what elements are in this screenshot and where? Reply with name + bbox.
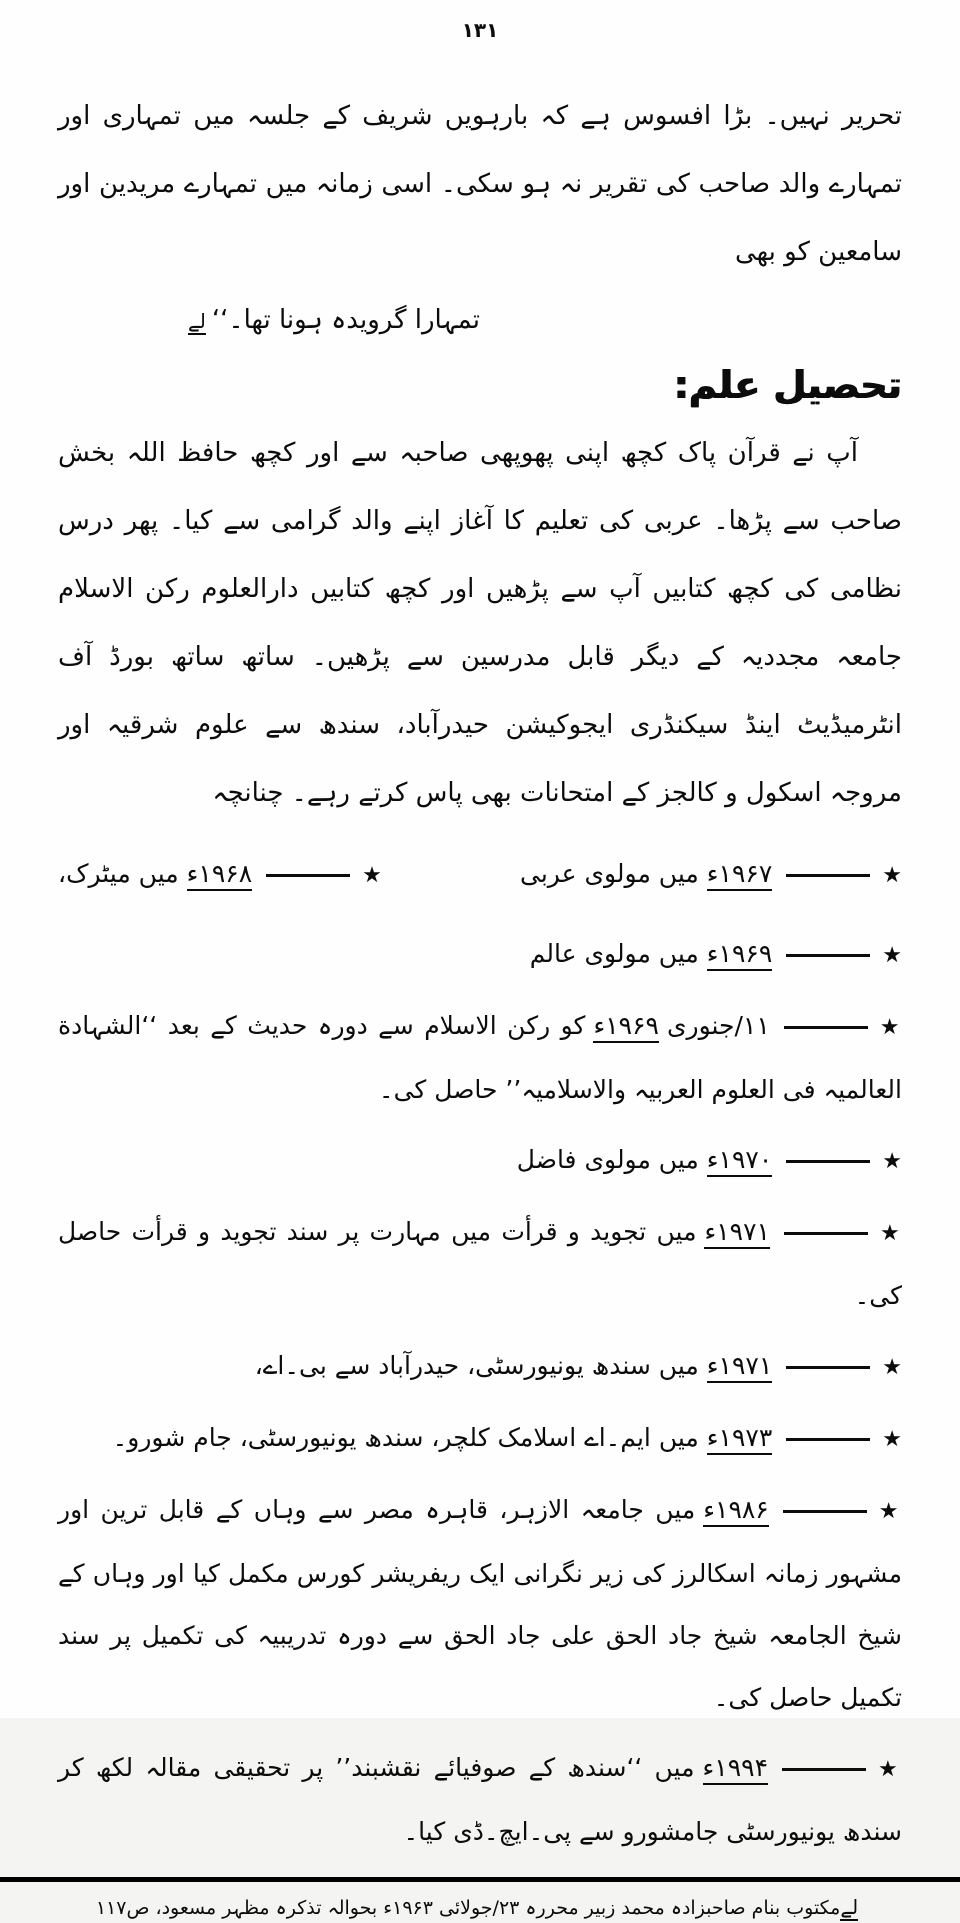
dash-line <box>786 954 870 957</box>
opening-paragraph-text: تحریر نہیں۔ بڑا افسوس ہے کہ بارہویں شریف کے جلسہ میں تمہاری اور تمہارے والد صاحب کی تقریر نہ ہو سکی۔ اسی زمانہ میں تمہارے مریدین اور سامعین کو بھی <box>58 101 902 267</box>
list-item <box>58 843 382 907</box>
list-item <box>58 1407 902 1471</box>
footnote-section <box>0 1877 960 1923</box>
item-date: ۱۱/جنوری <box>666 1011 770 1040</box>
dash-line <box>786 1366 870 1369</box>
opening-paragraph <box>58 82 902 286</box>
item-text: میں ‘‘سندھ کے صوفیائے نقشبند’’ پر تحقیقی مقالہ لکھ کر سندھ یونیورسٹی جامشورو سے پی۔ایچ۔ڈی کیا۔ <box>58 1753 902 1846</box>
dash-line <box>784 1026 868 1029</box>
item-text: میں جامعہ الازہر، قاہرہ مصر سے وہاں کے قابل ترین اور مشہور زمانہ اسکالرز کی زیر نگرانی ایک ریفریشر کورس مکمل کیا اور وہاں کے شیخ الجامعہ شیخ جاد الحق علی جاد الحق سے دورہ تدریبیہ کی تکمیل پر سند تکمیل حاصل کی۔ <box>58 1495 902 1712</box>
list-item <box>58 995 902 1121</box>
list-item <box>58 1201 902 1327</box>
qualifications-list <box>58 843 902 1863</box>
list-row-dual <box>58 843 902 915</box>
item-year: ۱۹۶۷ء <box>707 859 772 891</box>
item-year: ۱۹۷۳ء <box>707 1423 772 1455</box>
quote-end-text: تمہارا گرویدہ ہونا تھا۔‘‘ <box>211 305 480 335</box>
dash-line <box>786 874 870 877</box>
section-heading-tahsil-ilm: تحصیل علم: <box>673 363 902 407</box>
item-year: ۱۹۷۱ء <box>707 1351 772 1383</box>
star-bullet-icon: ★ <box>362 863 382 888</box>
list-item <box>58 1129 902 1193</box>
item-text: کو رکن الاسلام سے دورہ حدیث کے بعد ‘‘الشہادة العالمیہ فی العلوم العربیہ والاسلامیہ’’ حاصل کی۔ <box>58 1011 902 1104</box>
star-bullet-icon: ★ <box>882 863 902 888</box>
item-year: ۱۹۹۴ء <box>703 1753 768 1785</box>
dash-line <box>783 1510 867 1513</box>
item-text: میں سندھ یونیورسٹی، حیدرآباد سے بی۔اے، <box>254 1351 699 1380</box>
star-bullet-icon: ★ <box>882 1355 902 1380</box>
opening-paragraph-last-line <box>188 286 902 355</box>
star-bullet-icon: ★ <box>882 943 902 968</box>
dash-line <box>782 1768 866 1771</box>
education-paragraph-text: آپ نے قرآن پاک کچھ اپنی پھوپھی صاحبہ سے اور کچھ حافظ اللہ بخش صاحب سے پڑھا۔ عربی کی تعلیم کا آغاز اپنے والد گرامی سے کیا۔ پھر درس نظامی کی کچھ کتابیں آپ سے پڑھیں اور کچھ کتابیں دارالعلوم رکن الاسلام جامعہ مجددیہ کے دیگر قابل مدرسین سے پڑھیں۔ ساتھ ساتھ بورڈ آف انٹرمیڈیٹ اینڈ سیکنڈری ایجوکیشن حیدرآباد، سندھ سے علوم شرقیہ اور مروجہ اسکول و کالجز کے امتحانات بھی پاس کرتے رہے۔ چنانچہ <box>58 438 902 808</box>
list-item <box>58 1479 902 1729</box>
item-text: میں مولوی عربی <box>520 859 699 888</box>
list-item <box>58 1737 902 1863</box>
dash-line <box>266 874 350 877</box>
item-text: میں مولوی فاضل <box>516 1145 699 1174</box>
item-text: میں میٹرک، <box>58 859 179 888</box>
page-number: ۱۳۱ <box>461 18 499 42</box>
item-text: میں تجوید و قرأت میں مہارت پر سند تجوید و قرأت حاصل کی۔ <box>58 1217 902 1310</box>
star-bullet-icon: ★ <box>879 1221 902 1246</box>
footnote-reference-mark: لے <box>188 309 206 333</box>
item-text: میں مولوی عالم <box>529 939 699 968</box>
footnote-text <box>40 1892 920 1923</box>
footnote-number-mark: لے <box>840 1895 859 1919</box>
star-bullet-icon: ★ <box>882 1427 902 1452</box>
item-year: ۱۹۷۰ء <box>707 1145 772 1177</box>
star-bullet-icon: ★ <box>878 1757 902 1782</box>
list-item <box>58 1335 902 1399</box>
list-item <box>520 843 902 907</box>
item-year: ۱۹۶۹ء <box>593 1011 658 1043</box>
dash-line <box>784 1232 868 1235</box>
item-year: ۱۹۶۹ء <box>707 939 772 971</box>
list-item <box>58 923 902 987</box>
star-bullet-icon: ★ <box>879 1015 902 1040</box>
footnote-citation: مکتوب بنام صاحبزادہ محمد زبیر محررہ ۲۳/جولائی ۱۹۶۳ء بحوالہ تذکرہ مظہر مسعود، ص۱۱۷ <box>95 1897 841 1919</box>
education-paragraph <box>58 419 902 827</box>
star-bullet-icon: ★ <box>882 1149 902 1174</box>
dash-line <box>786 1160 870 1163</box>
item-year: ۱۹۷۱ء <box>704 1217 769 1249</box>
item-text: میں ایم۔اے اسلامک کلچر، سندھ یونیورسٹی، جام شورو۔ <box>112 1423 699 1452</box>
item-year: ۱۹۶۸ء <box>187 859 252 891</box>
item-year: ۱۹۸۶ء <box>703 1495 768 1527</box>
star-bullet-icon: ★ <box>878 1499 902 1524</box>
dash-line <box>786 1438 870 1441</box>
